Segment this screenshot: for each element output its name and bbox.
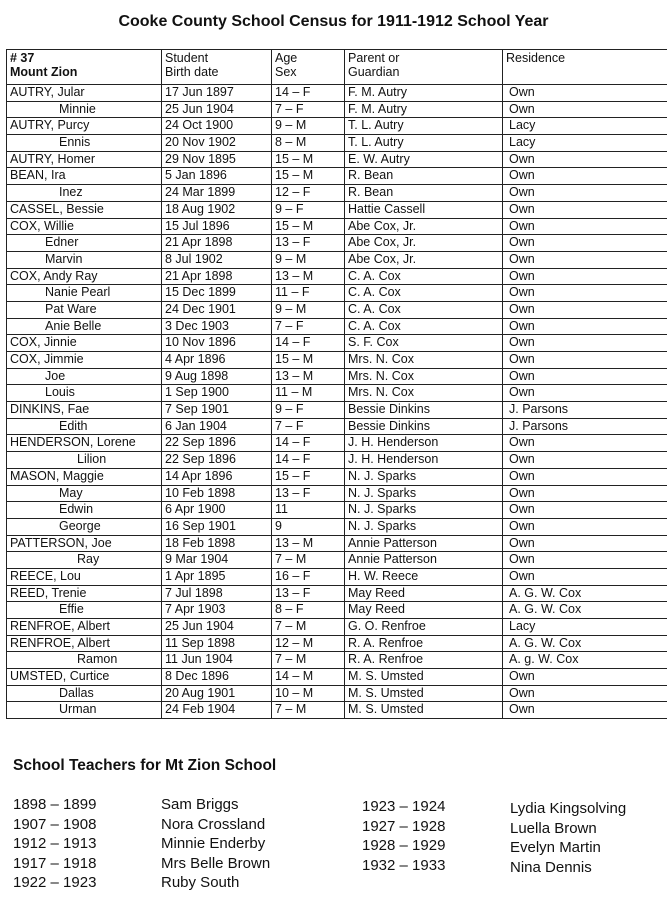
birth-date-cell: 3 Dec 1903 [162, 318, 272, 335]
age-sex-cell: 12 – M [272, 635, 345, 652]
birth-date-cell: 1 Apr 1895 [162, 568, 272, 585]
parent-guardian-cell: N. J. Sparks [345, 502, 503, 519]
residence-cell: Own [503, 669, 667, 686]
age-sex-cell: 9 – M [272, 251, 345, 268]
student-name-cell: MASON, Maggie [7, 468, 162, 485]
age-sex-cell: 7 – F [272, 318, 345, 335]
teacher-year: 1917 – 1918 [13, 854, 97, 872]
teachers-right-names [510, 799, 626, 877]
birth-date-cell: 15 Dec 1899 [162, 285, 272, 302]
residence-cell: Own [503, 385, 667, 402]
header-school-name: Mount Zion [10, 65, 78, 79]
parent-guardian-cell: F. M. Autry [345, 101, 503, 118]
parent-guardian-cell: Abe Cox, Jr. [345, 235, 503, 252]
student-name-cell: AUTRY, Homer [7, 151, 162, 168]
table-row [7, 118, 667, 135]
parent-guardian-cell: C. A. Cox [345, 318, 503, 335]
table-row [7, 669, 667, 686]
age-sex-cell: 16 – F [272, 568, 345, 585]
table-row [7, 518, 667, 535]
student-name-cell: REED, Trenie [7, 585, 162, 602]
parent-guardian-cell: J. H. Henderson [345, 452, 503, 469]
residence-cell: Own [503, 518, 667, 535]
student-name-cell: Marvin [7, 251, 162, 268]
birth-date-cell: 10 Feb 1898 [162, 485, 272, 502]
student-name-cell: Ennis [7, 135, 162, 152]
age-sex-cell: 11 – F [272, 285, 345, 302]
teacher-name: Luella Brown [510, 819, 597, 837]
birth-date-cell: 8 Jul 1902 [162, 251, 272, 268]
birth-date-cell: 11 Jun 1904 [162, 652, 272, 669]
residence-cell: Own [503, 352, 667, 369]
age-sex-cell: 15 – M [272, 168, 345, 185]
birth-date-cell: 17 Jun 1897 [162, 85, 272, 102]
residence-cell: Own [503, 218, 667, 235]
student-name-cell: RENFROE, Albert [7, 635, 162, 652]
table-row [7, 702, 667, 719]
table-row [7, 151, 667, 168]
age-sex-cell: 9 – M [272, 118, 345, 135]
student-name-cell: George [7, 518, 162, 535]
parent-guardian-cell: E. W. Autry [345, 151, 503, 168]
student-name-cell: May [7, 485, 162, 502]
birth-date-cell: 11 Sep 1898 [162, 635, 272, 652]
table-row [7, 285, 667, 302]
teachers-right-years [362, 797, 445, 875]
table-row [7, 368, 667, 385]
table-row [7, 552, 667, 569]
table-row [7, 135, 667, 152]
birth-date-cell: 7 Jul 1898 [162, 585, 272, 602]
teacher-name: Evelyn Martin [510, 839, 601, 856]
student-name-cell: AUTRY, Purcy [7, 118, 162, 135]
header-school [7, 50, 162, 85]
census-table [6, 49, 667, 719]
age-sex-cell: 14 – F [272, 85, 345, 102]
student-name-cell: PATTERSON, Joe [7, 535, 162, 552]
census-body [7, 85, 667, 719]
birth-date-cell: 9 Aug 1898 [162, 368, 272, 385]
age-sex-cell: 14 – F [272, 452, 345, 469]
parent-guardian-cell: S. F. Cox [345, 335, 503, 352]
residence-cell: Own [503, 251, 667, 268]
table-row [7, 335, 667, 352]
parent-guardian-cell: R. A. Renfroe [345, 652, 503, 669]
parent-guardian-cell: May Reed [345, 602, 503, 619]
parent-guardian-cell: M. S. Umsted [345, 702, 503, 719]
student-name-cell: CASSEL, Bessie [7, 201, 162, 218]
birth-date-cell: 1 Sep 1900 [162, 385, 272, 402]
student-name-cell: Dallas [7, 685, 162, 702]
birth-date-cell: 18 Feb 1898 [162, 535, 272, 552]
residence-cell: Own [503, 552, 667, 569]
residence-cell: Own [503, 435, 667, 452]
birth-date-cell: 7 Apr 1903 [162, 602, 272, 619]
table-row [7, 235, 667, 252]
birth-date-cell: 16 Sep 1901 [162, 518, 272, 535]
birth-date-cell: 21 Apr 1898 [162, 235, 272, 252]
parent-guardian-cell: T. L. Autry [345, 118, 503, 135]
residence-cell: Own [503, 318, 667, 335]
age-sex-cell: 15 – F [272, 468, 345, 485]
table-row [7, 568, 667, 585]
age-sex-cell: 13 – F [272, 485, 345, 502]
student-name-cell: COX, Jinnie [7, 335, 162, 352]
student-name-cell: Pat Ware [7, 301, 162, 318]
birth-date-cell: 8 Dec 1896 [162, 669, 272, 686]
table-row [7, 385, 667, 402]
age-sex-cell: 11 [272, 502, 345, 519]
age-sex-cell: 9 – F [272, 402, 345, 419]
birth-date-cell: 15 Jul 1896 [162, 218, 272, 235]
header-row [7, 50, 667, 85]
table-row [7, 218, 667, 235]
age-sex-cell: 15 – M [272, 352, 345, 369]
residence-cell: Own [503, 535, 667, 552]
header-residence [503, 50, 667, 85]
parent-guardian-cell: H. W. Reece [345, 568, 503, 585]
age-sex-cell: 14 – M [272, 669, 345, 686]
student-name-cell: COX, Andy Ray [7, 268, 162, 285]
table-row [7, 535, 667, 552]
student-name-cell: Edner [7, 235, 162, 252]
student-name-cell: UMSTED, Curtice [7, 669, 162, 686]
birth-date-cell: 25 Jun 1904 [162, 619, 272, 636]
table-row [7, 652, 667, 669]
birth-date-cell: 18 Aug 1902 [162, 201, 272, 218]
parent-guardian-cell: C. A. Cox [345, 301, 503, 318]
parent-guardian-cell: Abe Cox, Jr. [345, 251, 503, 268]
teachers-left-years [13, 795, 96, 893]
header-parent-line1: Parent or [348, 51, 400, 65]
residence-cell: A. G. W. Cox [503, 602, 667, 619]
teacher-name: Minnie Enderby [161, 835, 266, 852]
residence-cell: J. Parsons [503, 418, 667, 435]
page-title: Cooke County School Census for 1911-1912 School Year [118, 13, 549, 30]
teacher-year: 1923 – 1924 [362, 798, 446, 815]
age-sex-cell: 13 – M [272, 368, 345, 385]
teacher-name: Nora Crossland [161, 815, 266, 833]
table-row [7, 685, 667, 702]
header-birth-line2: Birth date [165, 65, 219, 79]
residence-cell: Own [503, 685, 667, 702]
age-sex-cell: 15 – M [272, 218, 345, 235]
table-row [7, 301, 667, 318]
teachers-heading: School Teachers for Mt Zion School [13, 757, 277, 774]
table-row [7, 468, 667, 485]
age-sex-cell: 9 – M [272, 301, 345, 318]
table-row [7, 251, 667, 268]
residence-cell: Own [503, 268, 667, 285]
residence-cell: Lacy [503, 135, 667, 152]
student-name-cell: Louis [7, 385, 162, 402]
header-parent [345, 50, 503, 85]
residence-cell: Own [503, 101, 667, 118]
residence-cell: Own [503, 85, 667, 102]
table-row [7, 418, 667, 435]
residence-cell: Own [503, 168, 667, 185]
birth-date-cell: 29 Nov 1895 [162, 151, 272, 168]
birth-date-cell: 10 Nov 1896 [162, 335, 272, 352]
student-name-cell: Minnie [7, 101, 162, 118]
age-sex-cell: 7 – F [272, 101, 345, 118]
age-sex-cell: 7 – M [272, 702, 345, 719]
residence-cell: Own [503, 468, 667, 485]
parent-guardian-cell: Mrs. N. Cox [345, 385, 503, 402]
residence-cell: J. Parsons [503, 402, 667, 419]
age-sex-cell: 13 – F [272, 235, 345, 252]
student-name-cell: Nanie Pearl [7, 285, 162, 302]
parent-guardian-cell: Abe Cox, Jr. [345, 218, 503, 235]
residence-cell: Own [503, 368, 667, 385]
residence-cell: A. G. W. Cox [503, 585, 667, 602]
teacher-year: 1928 – 1929 [362, 837, 446, 854]
table-row [7, 635, 667, 652]
teacher-year: 1898 – 1899 [13, 796, 97, 813]
birth-date-cell: 21 Apr 1898 [162, 268, 272, 285]
age-sex-cell: 10 – M [272, 685, 345, 702]
birth-date-cell: 24 Mar 1899 [162, 185, 272, 202]
parent-guardian-cell: May Reed [345, 585, 503, 602]
table-row [7, 402, 667, 419]
teacher-year: 1932 – 1933 [362, 856, 446, 874]
parent-guardian-cell: Annie Patterson [345, 552, 503, 569]
student-name-cell: Ramon [7, 652, 162, 669]
student-name-cell: Urman [7, 702, 162, 719]
residence-cell: Own [503, 485, 667, 502]
birth-date-cell: 24 Feb 1904 [162, 702, 272, 719]
residence-cell: Own [503, 568, 667, 585]
parent-guardian-cell: N. J. Sparks [345, 518, 503, 535]
age-sex-cell: 14 – F [272, 435, 345, 452]
residence-cell: Own [503, 151, 667, 168]
birth-date-cell: 4 Apr 1896 [162, 352, 272, 369]
parent-guardian-cell: M. S. Umsted [345, 669, 503, 686]
student-name-cell: BEAN, Ira [7, 168, 162, 185]
student-name-cell: Anie Belle [7, 318, 162, 335]
parent-guardian-cell: R. Bean [345, 168, 503, 185]
age-sex-cell: 7 – M [272, 652, 345, 669]
table-row [7, 502, 667, 519]
parent-guardian-cell: J. H. Henderson [345, 435, 503, 452]
birth-date-cell: 9 Mar 1904 [162, 552, 272, 569]
student-name-cell: AUTRY, Jular [7, 85, 162, 102]
birth-date-cell: 22 Sep 1896 [162, 452, 272, 469]
residence-cell: A. g. W. Cox [503, 652, 667, 669]
parent-guardian-cell: F. M. Autry [345, 85, 503, 102]
age-sex-cell: 13 – M [272, 268, 345, 285]
age-sex-cell: 12 – F [272, 185, 345, 202]
table-row [7, 201, 667, 218]
residence-cell: Lacy [503, 619, 667, 636]
teacher-name: Ruby South [161, 874, 240, 891]
parent-guardian-cell: Hattie Cassell [345, 201, 503, 218]
age-sex-cell: 9 [272, 518, 345, 535]
header-sex: Sex [275, 65, 297, 79]
birth-date-cell: 22 Sep 1896 [162, 435, 272, 452]
student-name-cell: COX, Willie [7, 218, 162, 235]
header-birth-date [162, 50, 272, 85]
teachers-left-names [161, 795, 270, 893]
parent-guardian-cell: C. A. Cox [345, 285, 503, 302]
table-row [7, 435, 667, 452]
birth-date-cell: 14 Apr 1896 [162, 468, 272, 485]
student-name-cell: DINKINS, Fae [7, 402, 162, 419]
student-name-cell: Inez [7, 185, 162, 202]
teacher-year: 1912 – 1913 [13, 835, 97, 852]
teacher-name: Mrs Belle Brown [161, 854, 271, 872]
teacher-year: 1927 – 1928 [362, 817, 446, 835]
teacher-year: 1922 – 1923 [13, 874, 97, 891]
student-name-cell: REECE, Lou [7, 568, 162, 585]
residence-cell: Own [503, 702, 667, 719]
teacher-name: Sam Briggs [161, 796, 239, 813]
parent-guardian-cell: C. A. Cox [345, 268, 503, 285]
teacher-name: Nina Dennis [510, 858, 592, 876]
table-row [7, 352, 667, 369]
table-row [7, 602, 667, 619]
parent-guardian-cell: R. A. Renfroe [345, 635, 503, 652]
teacher-name: Lydia Kingsolving [510, 800, 627, 817]
table-row [7, 585, 667, 602]
header-residence-label: Residence [506, 51, 566, 65]
student-name-cell: Edwin [7, 502, 162, 519]
student-name-cell: Joe [7, 368, 162, 385]
parent-guardian-cell: Annie Patterson [345, 535, 503, 552]
age-sex-cell: 13 – M [272, 535, 345, 552]
parent-guardian-cell: M. S. Umsted [345, 685, 503, 702]
residence-cell: Lacy [503, 118, 667, 135]
residence-cell: Own [503, 335, 667, 352]
student-name-cell: Edith [7, 418, 162, 435]
residence-cell: Own [503, 185, 667, 202]
student-name-cell: Lilion [7, 452, 162, 469]
table-row [7, 185, 667, 202]
birth-date-cell: 6 Apr 1900 [162, 502, 272, 519]
table-row [7, 452, 667, 469]
table-row [7, 318, 667, 335]
table-row [7, 101, 667, 118]
birth-date-cell: 6 Jan 1904 [162, 418, 272, 435]
student-name-cell: COX, Jimmie [7, 352, 162, 369]
header-birth-line1: Student [165, 51, 209, 65]
table-row [7, 619, 667, 636]
table-row [7, 485, 667, 502]
parent-guardian-cell: Bessie Dinkins [345, 402, 503, 419]
birth-date-cell: 24 Dec 1901 [162, 301, 272, 318]
age-sex-cell: 8 – M [272, 135, 345, 152]
student-name-cell: Ray [7, 552, 162, 569]
birth-date-cell: 5 Jan 1896 [162, 168, 272, 185]
age-sex-cell: 8 – F [272, 602, 345, 619]
student-name-cell: Effie [7, 602, 162, 619]
age-sex-cell: 13 – F [272, 585, 345, 602]
residence-cell: Own [503, 235, 667, 252]
age-sex-cell: 14 – F [272, 335, 345, 352]
header-age: Age [275, 51, 298, 65]
header-age-sex [272, 50, 345, 85]
age-sex-cell: 11 – M [272, 385, 345, 402]
student-name-cell: HENDERSON, Lorene [7, 435, 162, 452]
birth-date-cell: 7 Sep 1901 [162, 402, 272, 419]
parent-guardian-cell: Mrs. N. Cox [345, 368, 503, 385]
residence-cell: A. G. W. Cox [503, 635, 667, 652]
residence-cell: Own [503, 502, 667, 519]
table-row [7, 268, 667, 285]
birth-date-cell: 24 Oct 1900 [162, 118, 272, 135]
parent-guardian-cell: N. J. Sparks [345, 468, 503, 485]
age-sex-cell: 7 – F [272, 418, 345, 435]
table-row [7, 85, 667, 102]
header-school-number: # 37 [10, 51, 35, 65]
residence-cell: Own [503, 285, 667, 302]
age-sex-cell: 7 – M [272, 619, 345, 636]
age-sex-cell: 9 – F [272, 201, 345, 218]
student-name-cell: RENFROE, Albert [7, 619, 162, 636]
birth-date-cell: 25 Jun 1904 [162, 101, 272, 118]
parent-guardian-cell: R. Bean [345, 185, 503, 202]
parent-guardian-cell: Mrs. N. Cox [345, 352, 503, 369]
parent-guardian-cell: T. L. Autry [345, 135, 503, 152]
residence-cell: Own [503, 301, 667, 318]
teacher-year: 1907 – 1908 [13, 815, 97, 833]
birth-date-cell: 20 Aug 1901 [162, 685, 272, 702]
header-parent-line2: Guardian [348, 65, 400, 79]
parent-guardian-cell: Bessie Dinkins [345, 418, 503, 435]
residence-cell: Own [503, 201, 667, 218]
parent-guardian-cell: G. O. Renfroe [345, 619, 503, 636]
residence-cell: Own [503, 452, 667, 469]
age-sex-cell: 7 – M [272, 552, 345, 569]
age-sex-cell: 15 – M [272, 151, 345, 168]
table-row [7, 168, 667, 185]
parent-guardian-cell: N. J. Sparks [345, 485, 503, 502]
birth-date-cell: 20 Nov 1902 [162, 135, 272, 152]
